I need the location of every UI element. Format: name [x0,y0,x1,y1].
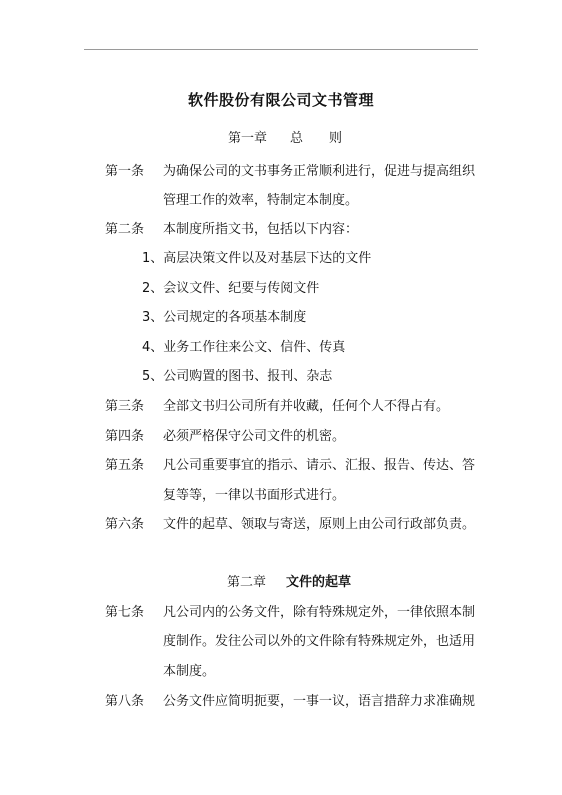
chapter-2-heading [227,575,351,591]
header-rule [84,49,478,50]
article-text: 本制度所指文书，包括以下内容： [163,222,359,237]
article-text: 必须严格保守公司文件的机密。 [163,429,346,444]
article-label: 第四条 [105,429,145,444]
article-label: 第七条 [105,605,145,620]
article-label: 第一条 [105,164,145,179]
chapter-1-heading [228,131,342,147]
scope-item-text: 3、公司规定的各项基本制度 [142,310,307,325]
article-text: 文件的起草、领取与寄送，原则上由公司行政部负责。 [163,517,476,532]
article-text: 本制度。 [163,664,216,679]
article-text: 复等等，一律以书面形式进行。 [163,488,346,503]
article-label: 第八条 [105,694,145,709]
scope-item-text: 4、业务工作往来公文、信件、传真 [142,340,346,355]
article-label: 第三条 [105,399,145,414]
article-text: 凡公司内的公务文件，除有特殊规定外，一律依照本制 [163,605,476,620]
article-text: 全部文书归公司所有并收藏，任何个人不得占有。 [163,399,450,414]
chapter-number: 第一章 [228,131,268,146]
chapter-title: 总 则 [290,131,343,146]
article-text: 度制作。发往公司以外的文件除有特殊规定外，也适用 [163,634,476,649]
article-text: 凡公司重要事宜的指示、请示、汇报、报告、传达、答 [163,458,476,473]
article-text: 管理工作的效率，特制定本制度。 [163,193,359,208]
article-text: 为确保公司的文书事务正常顺利进行，促进与提高组织 [163,164,476,179]
article-label: 第二条 [105,222,145,237]
article-label: 第六条 [105,517,145,532]
chapter-title: 文件的起草 [286,575,352,590]
document-title: 软件股份有限公司文书管理 [187,91,374,109]
scope-item-text: 5、公司购置的图书、报刊、杂志 [142,369,333,384]
scope-item-text: 1、高层决策文件以及对基层下达的文件 [142,251,372,266]
chapter-number: 第二章 [227,575,267,590]
scope-item-text: 2、会议文件、纪要与传阅文件 [142,281,320,296]
article-text: 公务文件应简明扼要，一事一议，语言措辞力求准确规 [163,694,476,709]
article-label: 第五条 [105,458,145,473]
